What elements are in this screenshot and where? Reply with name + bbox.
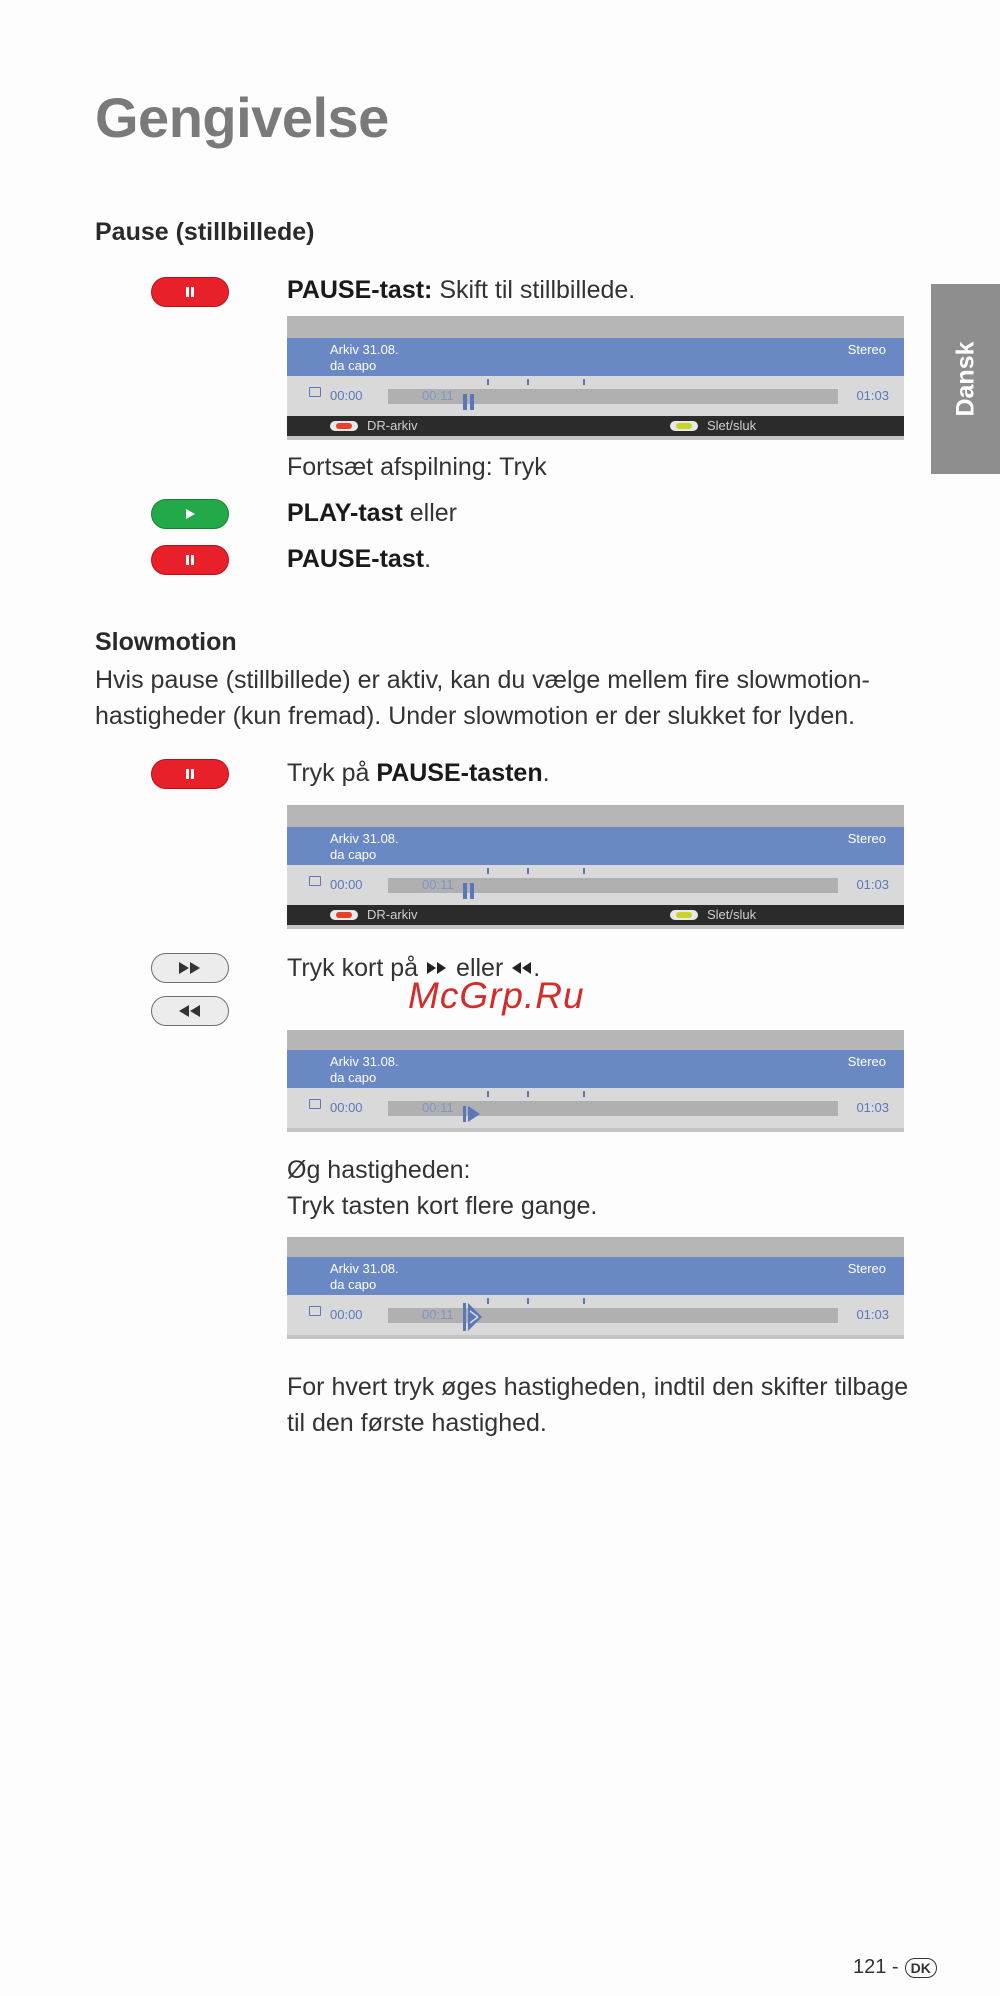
osd-end-time: 01:03 bbox=[856, 877, 889, 892]
page-title: Gengivelse bbox=[95, 86, 389, 149]
pause-button bbox=[151, 759, 229, 789]
rewind-icon bbox=[511, 960, 533, 976]
resume-text: Fortsæt afspilning: Tryk bbox=[287, 453, 547, 481]
section-heading-pause: Pause (stillbillede) bbox=[95, 218, 315, 246]
osd-current-time: 00:11 bbox=[422, 1307, 454, 1322]
osd-yellow-label: Slet/sluk bbox=[707, 418, 757, 433]
pause-icon bbox=[184, 286, 196, 298]
osd-audio: Stereo bbox=[847, 831, 886, 846]
osd-audio: Stereo bbox=[847, 342, 886, 357]
rewind-icon bbox=[177, 1004, 203, 1018]
progress-track bbox=[388, 1101, 838, 1116]
osd-red-label: DR-arkiv bbox=[367, 907, 418, 922]
archive-icon bbox=[309, 1306, 321, 1316]
pause-icon bbox=[184, 554, 196, 566]
osd-current-time: 00:11 bbox=[422, 388, 454, 403]
play-step-text: PLAY-tast eller bbox=[287, 499, 457, 527]
osd-audio: Stereo bbox=[847, 1261, 886, 1276]
section-heading-slowmotion: Slowmotion bbox=[95, 628, 237, 656]
osd-current-time: 00:11 bbox=[422, 877, 454, 892]
increase-speed-1: Øg hastigheden: bbox=[287, 1156, 471, 1184]
osd-yellow-label: Slet/sluk bbox=[707, 907, 757, 922]
slowmotion-intro-1: Hvis pause (stillbillede) er aktiv, kan du vælge mellem fire slowmotion- bbox=[95, 666, 870, 694]
slowmotion-step-2: Tryk kort på eller . bbox=[287, 954, 541, 982]
pause-step-text-2: PAUSE-tast. bbox=[287, 545, 432, 573]
slowmotion-intro-2: hastigheder (kun fremad). Under slowmotion er der slukket for lyden. bbox=[95, 702, 856, 730]
language-tab-label: Dansk bbox=[951, 341, 979, 417]
osd-panel bbox=[287, 316, 904, 440]
slow-forward-icon bbox=[462, 1106, 482, 1122]
progress-track bbox=[388, 389, 838, 404]
fast-forward-button bbox=[151, 953, 229, 983]
speed-note-1: For hvert tryk øges hastigheden, indtil den skifter tilbage bbox=[287, 1373, 909, 1401]
red-key-icon bbox=[330, 421, 358, 431]
pause-button bbox=[151, 277, 229, 307]
play-icon bbox=[184, 508, 196, 520]
osd-subtitle: da capo bbox=[330, 358, 377, 373]
pause-button bbox=[151, 545, 229, 575]
play-button bbox=[151, 499, 229, 529]
osd-title: Arkiv 31.08. bbox=[330, 1054, 399, 1069]
osd-title: Arkiv 31.08. bbox=[330, 1261, 399, 1276]
osd-end-time: 01:03 bbox=[856, 1100, 889, 1115]
language-tab bbox=[931, 284, 1000, 474]
slowmotion-step-1: Tryk på PAUSE-tasten. bbox=[287, 759, 550, 787]
pause-icon bbox=[184, 768, 196, 780]
osd-audio: Stereo bbox=[847, 1054, 886, 1069]
osd-current-time: 00:11 bbox=[422, 1100, 454, 1115]
osd-subtitle: da capo bbox=[330, 1070, 377, 1085]
page-number: 121 - DK bbox=[853, 1956, 937, 1979]
archive-icon bbox=[309, 1099, 321, 1109]
pause-step-text: PAUSE-tast: Skift til stillbillede. bbox=[287, 276, 636, 304]
osd-start-time: 00:00 bbox=[330, 388, 363, 403]
speed-note-2: til den første hastighed. bbox=[287, 1409, 547, 1437]
watermark: McGrp.Ru bbox=[408, 975, 585, 1016]
yellow-key-icon bbox=[670, 910, 698, 920]
progress-track bbox=[388, 1308, 838, 1323]
fast-forward-icon bbox=[426, 960, 448, 976]
osd-panel bbox=[287, 1030, 904, 1132]
rewind-button bbox=[151, 996, 229, 1026]
archive-icon bbox=[309, 387, 321, 397]
pause-icon bbox=[462, 883, 476, 899]
osd-title: Arkiv 31.08. bbox=[330, 831, 399, 846]
osd-start-time: 00:00 bbox=[330, 877, 363, 892]
osd-start-time: 00:00 bbox=[330, 1100, 363, 1115]
country-badge: DK bbox=[905, 1958, 937, 1978]
increase-speed-2: Tryk tasten kort flere gange. bbox=[287, 1192, 598, 1220]
archive-icon bbox=[309, 876, 321, 886]
osd-end-time: 01:03 bbox=[856, 1307, 889, 1322]
fast-forward-icon bbox=[177, 961, 203, 975]
yellow-key-icon bbox=[670, 421, 698, 431]
osd-subtitle: da capo bbox=[330, 1277, 377, 1292]
osd-panel bbox=[287, 1237, 904, 1339]
osd-subtitle: da capo bbox=[330, 847, 377, 862]
progress-track bbox=[388, 878, 838, 893]
osd-start-time: 00:00 bbox=[330, 1307, 363, 1322]
pause-icon bbox=[462, 394, 476, 410]
osd-end-time: 01:03 bbox=[856, 388, 889, 403]
osd-red-label: DR-arkiv bbox=[367, 418, 418, 433]
red-key-icon bbox=[330, 910, 358, 920]
faster-slow-forward-icon bbox=[462, 1303, 484, 1331]
osd-panel bbox=[287, 805, 904, 929]
osd-title: Arkiv 31.08. bbox=[330, 342, 399, 357]
